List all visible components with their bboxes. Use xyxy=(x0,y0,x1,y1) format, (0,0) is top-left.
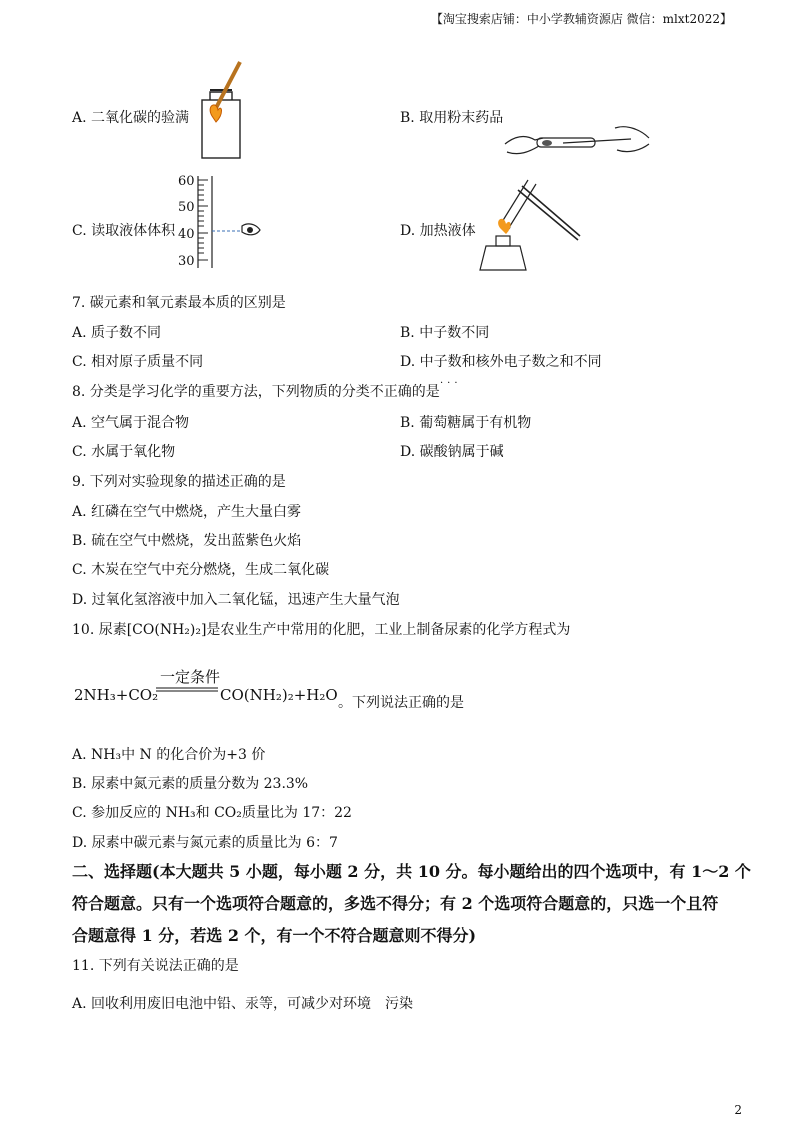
emphasis-dots: ··· xyxy=(440,378,462,389)
q6-option-c: C. 读取液体体积 xyxy=(72,223,176,239)
q9-option-b: B. 硫在空气中燃烧，发出蓝紫色火焰 xyxy=(72,533,302,549)
q7-option-a: A. 质子数不同 xyxy=(72,325,162,341)
q7-option-d: D. 中子数和核外电子数之和不同 xyxy=(400,354,602,370)
q10-option-d: D. 尿素中碳元素与氮元素的质量比为 6：7 xyxy=(72,835,338,851)
co2-full-test-figure xyxy=(196,60,256,162)
q7-stem: 7. 碳元素和氧元素最本质的区别是 xyxy=(72,295,286,311)
q8-stem xyxy=(72,378,800,401)
q10-option-a: A. NH₃中 N 的化合价为+3 价 xyxy=(72,747,266,763)
heating-liquid-figure xyxy=(472,176,582,276)
section2-line2: 符合题意。只有一个选项符合题意的，多选不得分；有 2 个选项符合题意的，只选一个且符 xyxy=(72,894,719,913)
q11-option-a: A. 回收利用废旧电池中铅、汞等，可减少对环境 污染 xyxy=(72,996,414,1012)
q9-option-c: C. 木炭在空气中充分燃烧，生成二氧化碳 xyxy=(72,562,330,578)
tick-label-60: 60 xyxy=(178,174,195,189)
q7-option-c: C. 相对原子质量不同 xyxy=(72,354,204,370)
page-number: 2 xyxy=(734,1103,742,1117)
q8-stem-text: 8. 分类是学习化学的重要方法，下列物质的分类不正确的是 xyxy=(72,384,440,400)
equation-left: 2NH₃+CO₂ xyxy=(74,686,159,704)
equation-condition: 一定条件 xyxy=(160,668,221,686)
q10-option-c: C. 参加反应的 NH₃和 CO₂质量比为 17：22 xyxy=(72,805,352,821)
tick-label-50: 50 xyxy=(178,200,195,215)
section2-line3: 合题意得 1 分，若选 2 个，有一个不符合题意则不得分) xyxy=(72,926,477,945)
q10-stem: 10. 尿素[CO(NH₂)₂]是农业生产中常用的化肥，工业上制备尿素的化学方程式为 xyxy=(72,622,571,638)
q8-option-c: C. 水属于氧化物 xyxy=(72,444,176,460)
q8-option-a: A. 空气属于混合物 xyxy=(72,415,190,431)
q6-option-a: A. 二氧化碳的验满 xyxy=(72,110,190,126)
page-header: 【淘宝搜索店铺：中小学教辅资源店 微信：mlxt2022】 xyxy=(430,12,732,26)
q11-stem: 11. 下列有关说法正确的是 xyxy=(72,958,239,974)
equation-right: CO(NH₂)₂+H₂O xyxy=(220,686,338,704)
q10-option-b: B. 尿素中氮元素的质量分数为 23.3% xyxy=(72,776,309,792)
q8-option-d: D. 碳酸钠属于碱 xyxy=(400,444,504,460)
q6-option-b: B. 取用粉末药品 xyxy=(400,110,504,126)
tick-label-40: 40 xyxy=(178,227,195,242)
q9-stem: 9. 下列对实验现象的描述正确的是 xyxy=(72,474,286,490)
graduated-cylinder-figure xyxy=(196,174,266,270)
q6-option-d: D. 加热液体 xyxy=(400,223,476,239)
equation-equals-sign xyxy=(156,686,218,694)
powder-transfer-figure xyxy=(503,122,651,160)
q8-option-b: B. 葡萄糖属于有机物 xyxy=(400,415,532,431)
section2-line1: 二、选择题(本大题共 5 小题，每小题 2 分，共 10 分。每小题给出的四个选项中，有 1～2 个 xyxy=(72,862,751,881)
q7-option-b: B. 中子数不同 xyxy=(400,325,490,341)
equation-tail: 。下列说法正确的是 xyxy=(338,695,464,711)
q9-option-a: A. 红磷在空气中燃烧，产生大量白雾 xyxy=(72,504,302,520)
q9-option-d: D. 过氧化氢溶液中加入二氧化锰，迅速产生大量气泡 xyxy=(72,592,400,608)
tick-label-30: 30 xyxy=(178,254,195,269)
